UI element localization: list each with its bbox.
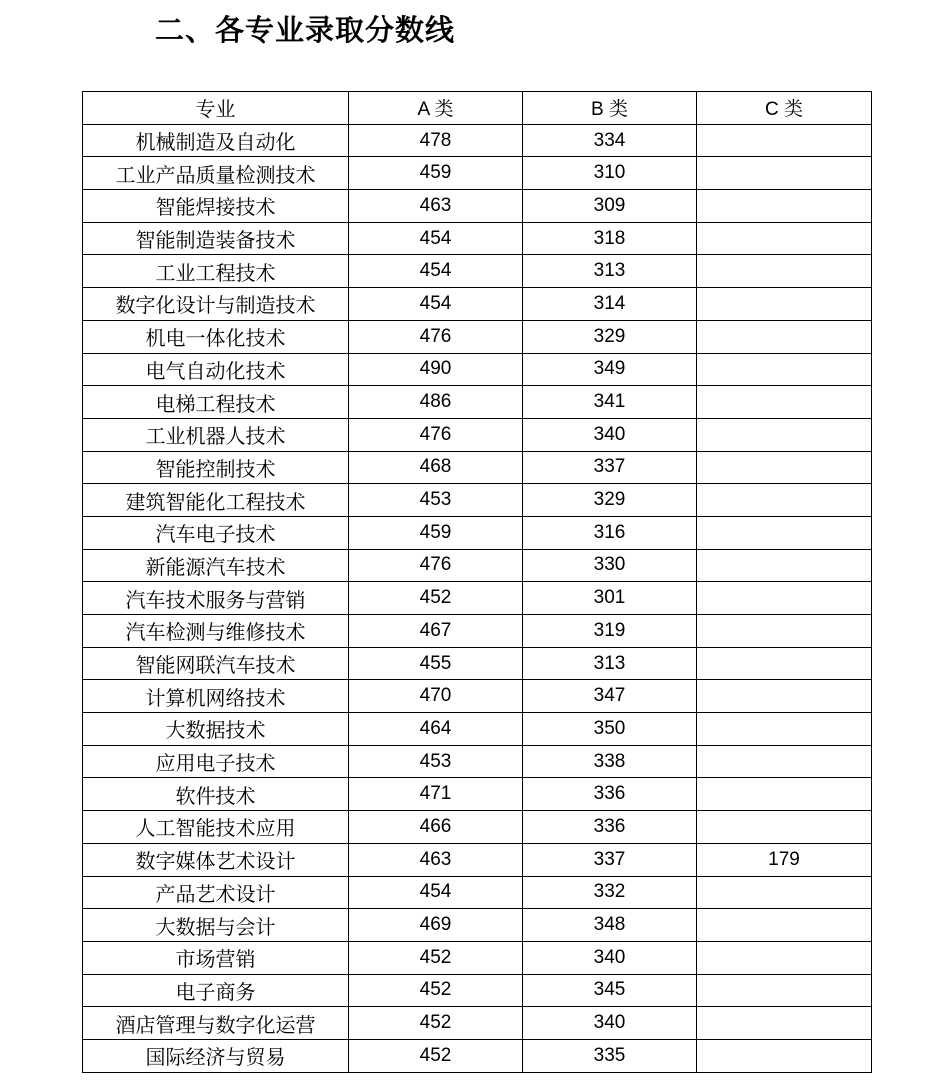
major-cell: 数字化设计与制造技术 <box>83 288 349 321</box>
major-cell: 智能制造装备技术 <box>83 222 349 255</box>
class-c-score <box>697 353 872 386</box>
major-cell: 国际经济与贸易 <box>83 1039 349 1072</box>
table-row <box>83 190 872 223</box>
class-b-score: 340 <box>523 1007 697 1040</box>
class-b-score: 330 <box>523 549 697 582</box>
class-b-score: 314 <box>523 288 697 321</box>
table-row <box>83 1007 872 1040</box>
class-a-score: 464 <box>349 713 523 746</box>
major-cell: 工业产品质量检测技术 <box>83 157 349 190</box>
class-c-score <box>697 320 872 353</box>
class-a-score: 452 <box>349 941 523 974</box>
class-b-score: 340 <box>523 418 697 451</box>
class-a-score: 454 <box>349 288 523 321</box>
table-row <box>83 418 872 451</box>
class-a-score: 490 <box>349 353 523 386</box>
table-row <box>83 778 872 811</box>
class-a-score: 467 <box>349 615 523 648</box>
table-row <box>83 909 872 942</box>
table-row <box>83 647 872 680</box>
class-a-score: 459 <box>349 157 523 190</box>
table-row <box>83 222 872 255</box>
class-a-score: 463 <box>349 190 523 223</box>
class-b-score: 319 <box>523 615 697 648</box>
class-b-score: 345 <box>523 974 697 1007</box>
table-row <box>83 582 872 615</box>
class-a-score: 452 <box>349 1007 523 1040</box>
class-a-score: 471 <box>349 778 523 811</box>
class-c-score <box>697 1007 872 1040</box>
major-cell: 计算机网络技术 <box>83 680 349 713</box>
class-c-score <box>697 647 872 680</box>
table-row <box>83 615 872 648</box>
header-class-c: C 类 <box>697 92 872 125</box>
admission-score-table <box>82 91 872 1073</box>
class-c-score <box>697 190 872 223</box>
class-c-score <box>697 745 872 778</box>
table-row <box>83 941 872 974</box>
table-row <box>83 1039 872 1072</box>
class-c-score <box>697 288 872 321</box>
major-cell: 汽车检测与维修技术 <box>83 615 349 648</box>
major-cell: 智能网联汽车技术 <box>83 647 349 680</box>
table-row <box>83 745 872 778</box>
class-c-score <box>697 778 872 811</box>
class-b-score: 337 <box>523 843 697 876</box>
class-b-score: 350 <box>523 713 697 746</box>
class-b-score: 335 <box>523 1039 697 1072</box>
class-a-score: 486 <box>349 386 523 419</box>
table-row <box>83 713 872 746</box>
class-a-score: 463 <box>349 843 523 876</box>
major-cell: 工业工程技术 <box>83 255 349 288</box>
class-c-score <box>697 811 872 844</box>
class-c-score <box>697 582 872 615</box>
table-body <box>83 124 872 1072</box>
class-a-score: 454 <box>349 876 523 909</box>
class-c-score <box>697 941 872 974</box>
class-c-score <box>697 255 872 288</box>
class-a-score: 476 <box>349 320 523 353</box>
table-row <box>83 843 872 876</box>
class-b-score: 334 <box>523 124 697 157</box>
table-row <box>83 876 872 909</box>
class-c-score <box>697 680 872 713</box>
class-c-score <box>697 157 872 190</box>
table-row <box>83 484 872 517</box>
table-row <box>83 811 872 844</box>
class-a-score: 468 <box>349 451 523 484</box>
class-a-score: 453 <box>349 484 523 517</box>
class-b-score: 340 <box>523 941 697 974</box>
class-b-score: 347 <box>523 680 697 713</box>
major-cell: 大数据技术 <box>83 713 349 746</box>
class-b-score: 336 <box>523 778 697 811</box>
major-cell: 电梯工程技术 <box>83 386 349 419</box>
major-cell: 新能源汽车技术 <box>83 549 349 582</box>
class-a-score: 452 <box>349 1039 523 1072</box>
major-cell: 工业机器人技术 <box>83 418 349 451</box>
class-b-score: 310 <box>523 157 697 190</box>
class-c-score <box>697 484 872 517</box>
major-cell: 产品艺术设计 <box>83 876 349 909</box>
class-c-score <box>697 876 872 909</box>
class-a-score: 455 <box>349 647 523 680</box>
class-c-score <box>697 451 872 484</box>
class-a-score: 452 <box>349 974 523 1007</box>
class-c-score <box>697 615 872 648</box>
class-a-score: 454 <box>349 255 523 288</box>
class-c-score <box>697 909 872 942</box>
header-class-a: A 类 <box>349 92 523 125</box>
major-cell: 机械制造及自动化 <box>83 124 349 157</box>
class-c-score <box>697 549 872 582</box>
class-c-score <box>697 124 872 157</box>
class-b-score: 313 <box>523 647 697 680</box>
major-cell: 智能控制技术 <box>83 451 349 484</box>
table-row <box>83 288 872 321</box>
class-a-score: 466 <box>349 811 523 844</box>
page-title: 二、各专业录取分数线 <box>155 13 456 47</box>
major-cell: 建筑智能化工程技术 <box>83 484 349 517</box>
class-c-score <box>697 713 872 746</box>
class-b-score: 337 <box>523 451 697 484</box>
major-cell: 软件技术 <box>83 778 349 811</box>
table-row <box>83 451 872 484</box>
major-cell: 应用电子技术 <box>83 745 349 778</box>
class-b-score: 341 <box>523 386 697 419</box>
class-c-score <box>697 386 872 419</box>
class-b-score: 336 <box>523 811 697 844</box>
class-b-score: 338 <box>523 745 697 778</box>
table-row <box>83 516 872 549</box>
class-a-score: 459 <box>349 516 523 549</box>
major-cell: 数字媒体艺术设计 <box>83 843 349 876</box>
class-c-score <box>697 1039 872 1072</box>
major-cell: 酒店管理与数字化运营 <box>83 1007 349 1040</box>
class-c-score: 179 <box>697 843 872 876</box>
class-b-score: 329 <box>523 484 697 517</box>
major-cell: 汽车电子技术 <box>83 516 349 549</box>
class-b-score: 349 <box>523 353 697 386</box>
table-row <box>83 320 872 353</box>
table-row <box>83 680 872 713</box>
major-cell: 机电一体化技术 <box>83 320 349 353</box>
class-b-score: 332 <box>523 876 697 909</box>
class-c-score <box>697 974 872 1007</box>
major-cell: 市场营销 <box>83 941 349 974</box>
major-cell: 大数据与会计 <box>83 909 349 942</box>
class-a-score: 453 <box>349 745 523 778</box>
class-b-score: 329 <box>523 320 697 353</box>
header-class-b: B 类 <box>523 92 697 125</box>
table-row <box>83 353 872 386</box>
table-row <box>83 124 872 157</box>
class-a-score: 470 <box>349 680 523 713</box>
class-b-score: 318 <box>523 222 697 255</box>
class-b-score: 313 <box>523 255 697 288</box>
class-b-score: 316 <box>523 516 697 549</box>
class-a-score: 476 <box>349 549 523 582</box>
table-row <box>83 974 872 1007</box>
major-cell: 人工智能技术应用 <box>83 811 349 844</box>
class-b-score: 301 <box>523 582 697 615</box>
major-cell: 智能焊接技术 <box>83 190 349 223</box>
table-row <box>83 549 872 582</box>
table-row <box>83 157 872 190</box>
class-c-score <box>697 516 872 549</box>
table-row <box>83 255 872 288</box>
table-row <box>83 386 872 419</box>
class-b-score: 309 <box>523 190 697 223</box>
class-a-score: 476 <box>349 418 523 451</box>
class-a-score: 454 <box>349 222 523 255</box>
major-cell: 汽车技术服务与营销 <box>83 582 349 615</box>
class-a-score: 478 <box>349 124 523 157</box>
class-a-score: 469 <box>349 909 523 942</box>
major-cell: 电气自动化技术 <box>83 353 349 386</box>
major-cell: 电子商务 <box>83 974 349 1007</box>
class-c-score <box>697 418 872 451</box>
class-c-score <box>697 222 872 255</box>
class-a-score: 452 <box>349 582 523 615</box>
table-header-row <box>83 92 872 125</box>
class-b-score: 348 <box>523 909 697 942</box>
header-major: 专业 <box>83 92 349 125</box>
